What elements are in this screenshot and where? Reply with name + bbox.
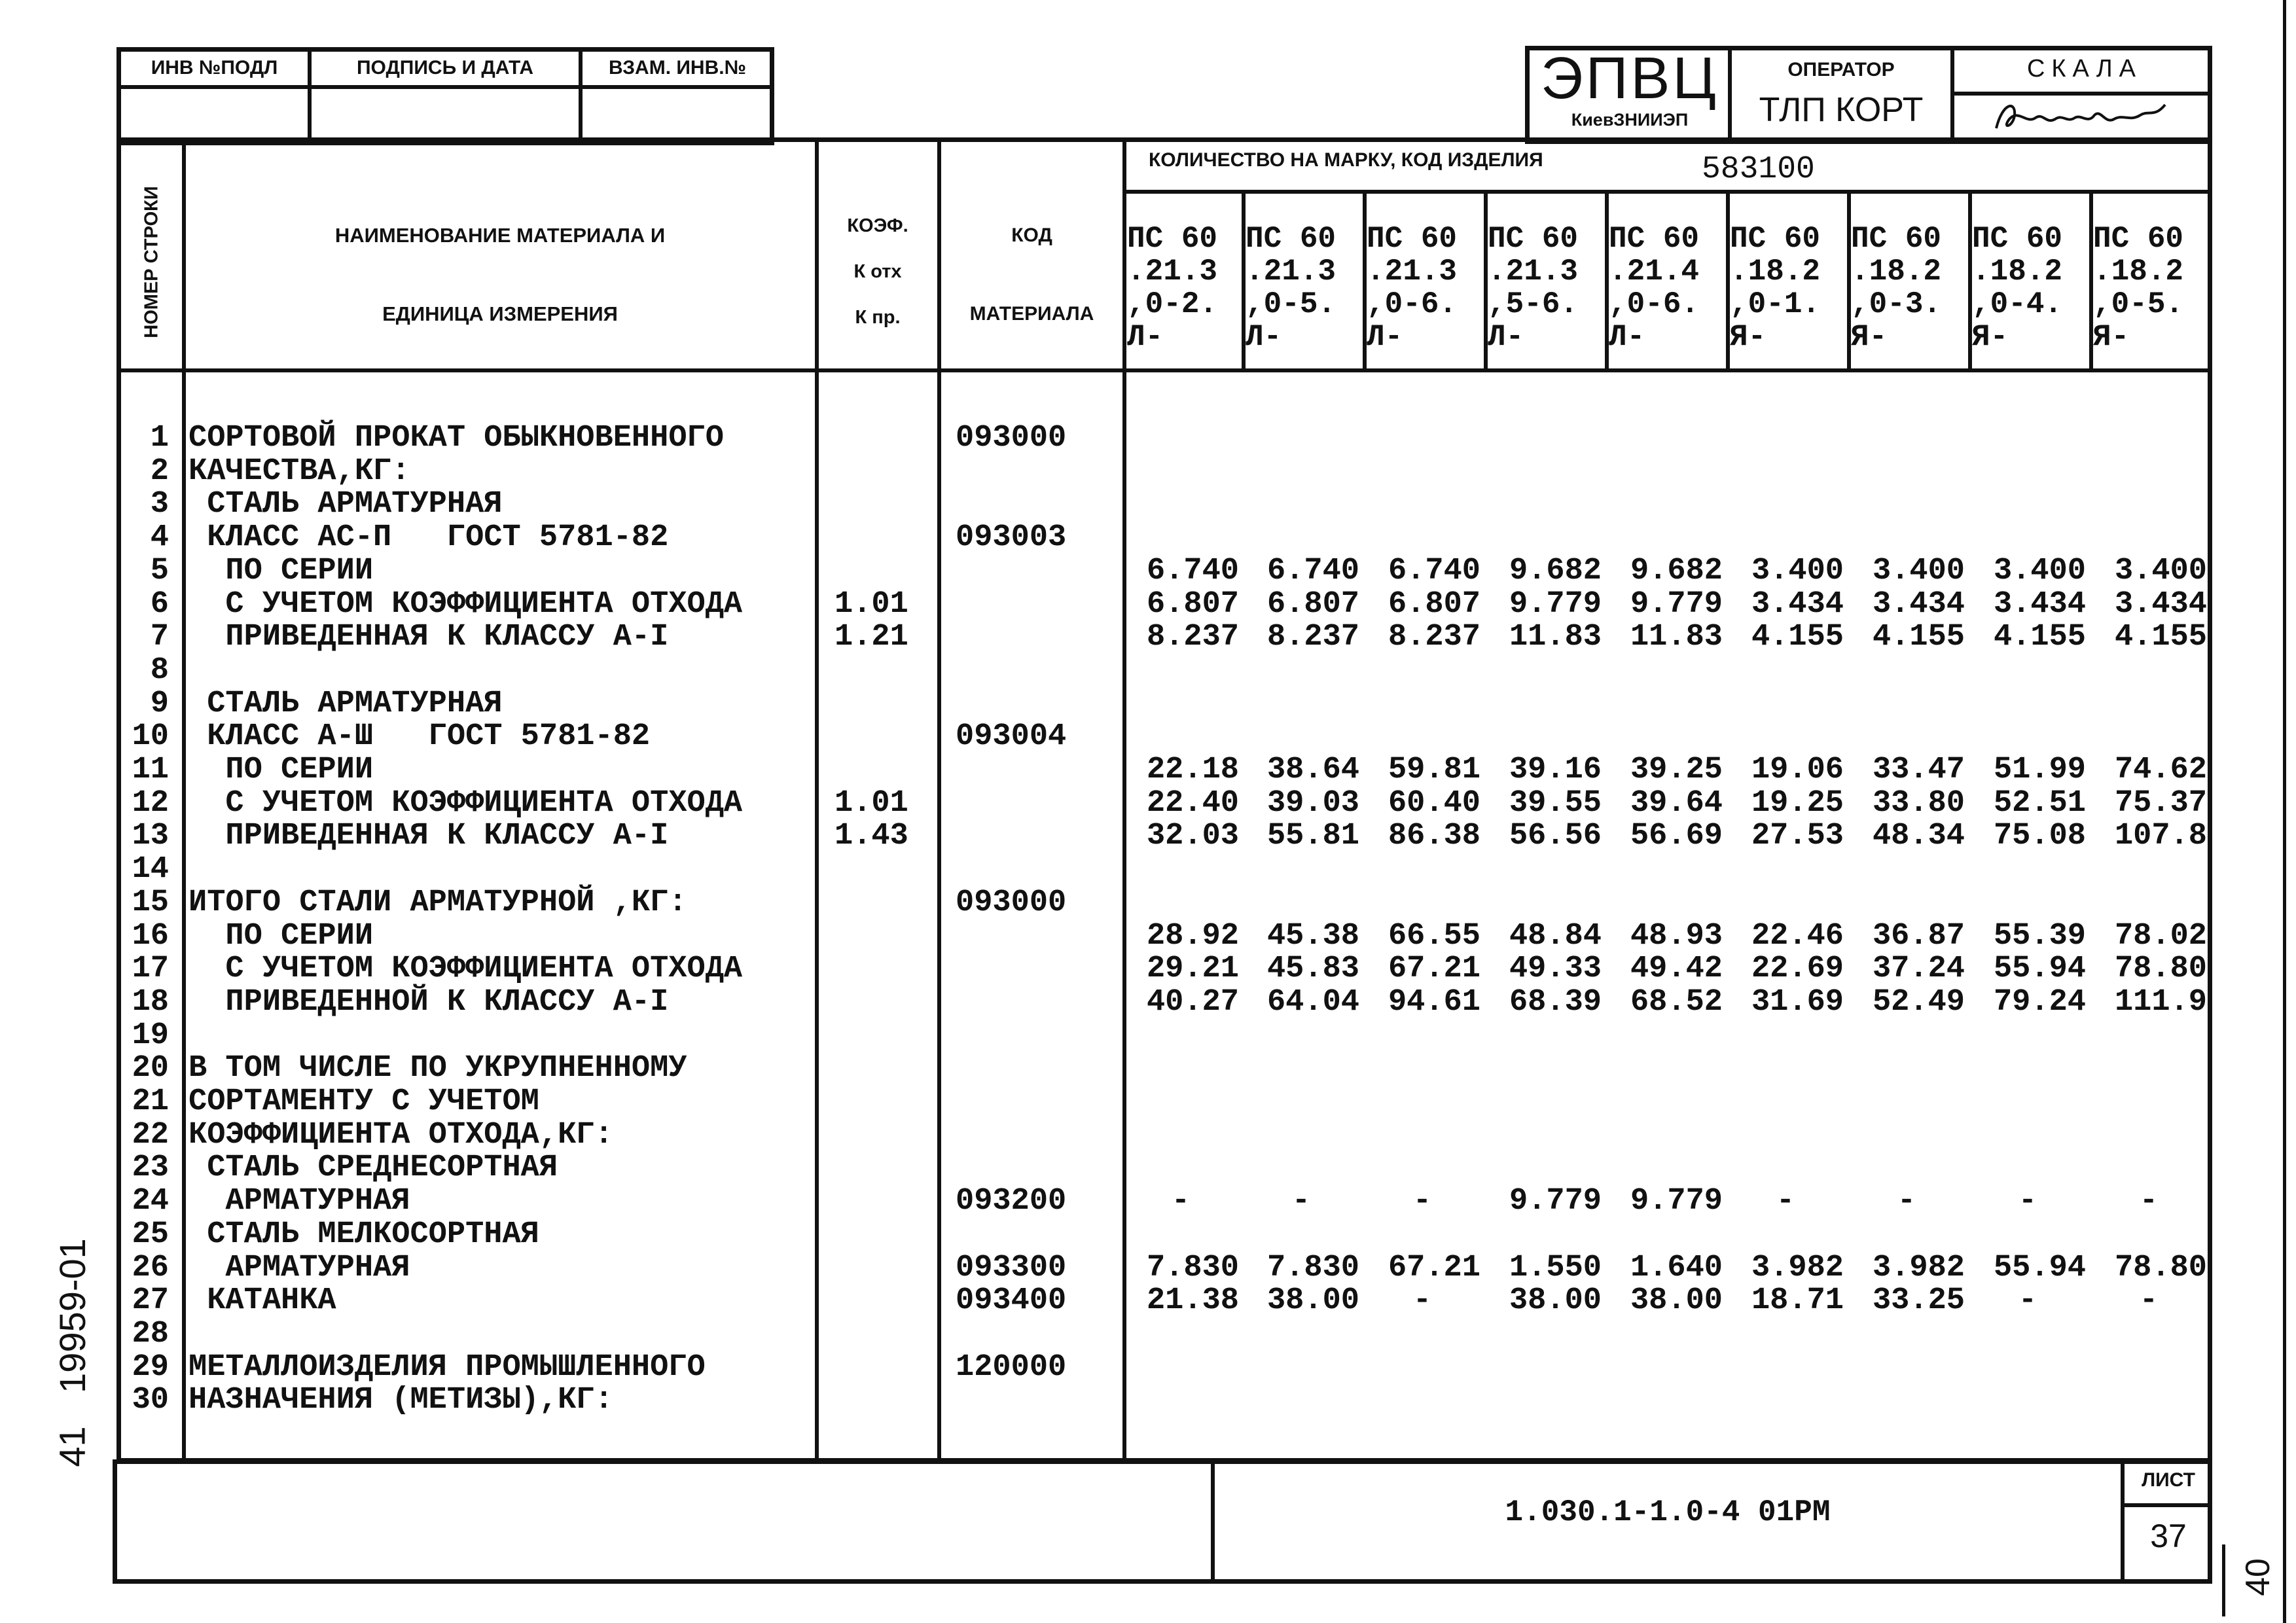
quantity-value: 78.80 [2114,952,2207,986]
product-mark-7 [1851,223,1941,353]
quantity-value: 3.434 [1751,587,1844,622]
row-number: 23 [132,1150,169,1185]
material-code: 093400 [956,1283,1067,1318]
quantity-value: 56.56 [1509,819,1602,853]
code-header-line2: МАТЕРИАЛА [969,303,1094,325]
footer-divider [2121,1503,2212,1507]
quantity-value: 8.237 [1388,620,1480,654]
quantity-value: 48.34 [1872,819,1965,853]
quantity-value: 9.779 [1509,1184,1602,1219]
material-name: СТАЛЬ АРМАТУРНАЯ [188,487,503,522]
row-number: 30 [132,1383,169,1418]
stamp-inv-podl: ИНВ №ПОДЛ [151,57,278,79]
row-number: 10 [132,719,169,754]
material-name: КАЧЕСТВА,КГ: [188,454,410,489]
quantity-value: 3.434 [2114,587,2207,622]
quantity-value: 45.38 [1266,919,1359,954]
quantity-value: 31.69 [1751,985,1844,1020]
quantity-value: 36.87 [1872,919,1965,954]
quantity-value: 11.83 [1630,620,1723,654]
quantity-value: 19.25 [1751,786,1844,821]
quantity-value: 7.830 [1266,1251,1359,1285]
quantity-value: 49.42 [1630,952,1723,986]
quantity-value: 11.83 [1509,620,1602,654]
material-name: КЛАСС АС-П ГОСТ 5781-82 [188,520,669,555]
document-code: 1.030.1-1.0-4 01РМ [1505,1495,1831,1529]
quantity-value: 22.46 [1751,919,1844,954]
quantity-value: 49.33 [1509,952,1602,986]
material-name: СТАЛЬ СРЕДНЕСОРТНАЯ [188,1150,558,1185]
quantity-value: - [1412,1283,1432,1318]
quantity-value: 6.807 [1266,587,1359,622]
product-mark-line: ПС 60 [1488,222,1579,256]
coefficient: 1.43 [834,819,908,853]
sheet-number: 37 [2150,1518,2187,1554]
sheet-label: ЛИСТ [2142,1469,2195,1491]
product-mark-line: ,0-5. [1246,287,1336,321]
quantity-value: 39.64 [1630,786,1723,821]
row-number: 26 [132,1251,169,1285]
qty-label: КОЛИЧЕСТВО НА МАРКУ, КОД ИЗДЕЛИЯ [1149,149,1543,171]
coef-header-line2: К отх [853,261,902,282]
row-number: 28 [132,1317,169,1351]
quantity-value: 59.81 [1388,753,1480,787]
header-bottom-line [117,368,2212,372]
row-number: 1 [150,421,169,455]
product-mark-line: Я- [1851,320,1888,354]
product-mark-line: ,0-3. [1851,287,1942,321]
product-mark-line: ПС 60 [1851,222,1942,256]
quantity-value: 6.807 [1388,587,1480,622]
material-name: ПРИВЕДЕННАЯ К КЛАССУ А-I [188,620,669,654]
material-name: КОЭФФИЦИЕНТА ОТХОДА,КГ: [188,1118,613,1152]
quantity-value: 48.84 [1509,919,1602,954]
product-mark-line: .21.3 [1246,255,1336,289]
product-mark-line: Л- [1609,320,1645,354]
quantity-value: 9.779 [1630,1184,1723,1219]
quantity-value: - [1776,1184,1795,1219]
quantity-value: 29.21 [1146,952,1239,986]
operator-value: ТЛП КОРТ [1759,91,1924,129]
quantity-value: 1.640 [1630,1251,1723,1285]
quantity-value: 75.37 [2114,786,2207,821]
operator-label: ОПЕРАТОР [1787,59,1895,80]
quantity-value: 86.38 [1388,819,1480,853]
material-name: ПО СЕРИИ [188,919,374,954]
row-number: 12 [132,786,169,821]
quantity-value: 9.682 [1509,554,1602,588]
product-mark-line: ,0-6. [1367,287,1458,321]
product-mark-line: ,0-1. [1730,287,1821,321]
material-header-line2: ЕДИНИЦА ИЗМЕРЕНИЯ [382,302,618,325]
row-number: 29 [132,1350,169,1385]
quantity-value: 22.69 [1751,952,1844,986]
quantity-value: 6.740 [1266,554,1359,588]
quantity-value: 40.27 [1146,985,1239,1020]
qty-header-line [1122,190,2212,194]
quantity-value: 39.16 [1509,753,1602,787]
quantity-value: 33.47 [1872,753,1965,787]
quantity-value: 38.64 [1266,753,1359,787]
quantity-value: - [1171,1184,1191,1219]
material-name: СОРТАМЕНТУ С УЧЕТОМ [188,1084,539,1119]
quantity-value: 3.400 [1872,554,1965,588]
product-mark-line: .18.2 [1972,255,2063,289]
quantity-value: 52.49 [1872,985,1965,1020]
product-mark-line: ,5-6. [1488,287,1579,321]
product-mark-2 [1246,223,1336,353]
material-code: 093000 [956,421,1067,455]
coefficient: 1.01 [834,587,908,622]
product-mark-line: ПС 60 [1972,222,2063,256]
product-mark-1 [1127,223,1217,353]
margin-right-number-text: 40 [2239,1558,2277,1596]
margin-left-small [46,1414,98,1479]
material-header [186,196,814,353]
coefficient: 1.21 [834,620,908,654]
material-code: 093300 [956,1251,1067,1285]
material-name: АРМАТУРНАЯ [188,1251,410,1285]
quantity-value: 56.69 [1630,819,1723,853]
material-name: В ТОМ ЧИСЛЕ ПО УКРУПНЕННОМУ [188,1051,687,1086]
quantity-value: 3.982 [1872,1251,1965,1285]
coef-header-line1: КОЭФ. [847,215,908,236]
product-mark-line: ПС 60 [1367,222,1458,256]
quantity-value: 27.53 [1751,819,1844,853]
row-number: 22 [132,1118,169,1152]
material-code: 120000 [956,1350,1067,1385]
material-name: АРМАТУРНАЯ [188,1184,410,1219]
quantity-value: 8.237 [1266,620,1359,654]
quantity-value: 107.8 [2114,819,2207,853]
code-header-line1: КОД [1011,224,1052,246]
quantity-value: - [2018,1184,2037,1219]
product-mark-3 [1367,223,1457,353]
margin-left-small-text: 41 [51,1425,93,1467]
row-number: 19 [132,1018,169,1053]
material-name: КАТАНКА [188,1283,336,1318]
quantity-value: 38.00 [1266,1283,1359,1318]
stamp-vzam-inv: ВЗАМ. ИНВ.№ [608,57,747,79]
row-number: 20 [132,1051,169,1086]
row-number: 15 [132,885,169,920]
quantity-value: 94.61 [1388,985,1480,1020]
row-number: 24 [132,1184,169,1219]
quantity-value: 4.155 [1872,620,1965,654]
quantity-value: 4.155 [2114,620,2207,654]
quantity-value: 45.83 [1266,952,1359,986]
material-name: СОРТОВОЙ ПРОКАТ ОБЫКНОВЕННОГО [188,421,724,455]
quantity-value: 78.80 [2114,1251,2207,1285]
product-mark-4 [1488,223,1578,353]
stamp-sign-date: ПОДПИСЬ И ДАТА [356,57,534,79]
quantity-value: 8.237 [1146,620,1239,654]
row-number-header [113,164,191,360]
row-number: 17 [132,952,169,986]
material-name: КЛАСС А-Ш ГОСТ 5781-82 [188,719,651,754]
material-code: 093000 [956,885,1067,920]
quantity-value: 64.04 [1266,985,1359,1020]
margin-left-number-text: 19959-01 [51,1238,93,1393]
quantity-value: 55.39 [1993,919,2086,954]
quantity-value: 55.94 [1993,1251,2086,1285]
quantity-value: 32.03 [1146,819,1239,853]
product-mark-9 [2093,223,2183,353]
skala-label: СКАЛА [2026,55,2143,82]
row-number: 21 [132,1084,169,1119]
row-number: 27 [132,1283,169,1318]
quantity-value: 3.434 [1993,587,2086,622]
quantity-value: 78.02 [2114,919,2207,954]
row-number: 2 [150,454,169,489]
quantity-value: 52.51 [1993,786,2086,821]
product-mark-line: Л- [1367,320,1403,354]
row-number: 16 [132,919,169,954]
quantity-value: 38.00 [1630,1283,1723,1318]
quantity-value: 74.62 [2114,753,2207,787]
quantity-value: - [1291,1184,1311,1219]
quantity-value: 21.38 [1146,1283,1239,1318]
material-name: СТАЛЬ МЕЛКОСОРТНАЯ [188,1217,539,1252]
quantity-value: 6.807 [1146,587,1239,622]
org-sub: КиевЗНИИЭП [1571,110,1689,130]
quantity-value: 6.740 [1388,554,1480,588]
quantity-value: 39.03 [1266,786,1359,821]
quantity-value: 3.434 [1872,587,1965,622]
quantity-value: 79.24 [1993,985,2086,1020]
quantity-value: 18.71 [1751,1283,1844,1318]
product-mark-5 [1609,223,1699,353]
org-main: ЭПВЦ [1541,46,1719,111]
product-mark-line: .21.3 [1367,255,1458,289]
quantity-value: 39.25 [1630,753,1723,787]
material-name: С УЧЕТОМ КОЭФФИЦИЕНТА ОТХОДА [188,952,743,986]
product-mark-line: ,0-6. [1609,287,1700,321]
quantity-value: 3.400 [2114,554,2207,588]
product-mark-line: Л- [1488,320,1524,354]
product-mark-line: .18.2 [1851,255,1942,289]
material-name: ПРИВЕДЕННОЙ К КЛАССУ А-I [188,985,669,1020]
quantity-value: - [1897,1184,1916,1219]
row-number: 13 [132,819,169,853]
product-mark-6 [1730,223,1820,353]
row-number-header-text: НОМЕР СТРОКИ [141,185,162,338]
product-mark-line: ,0-2. [1127,287,1218,321]
quantity-value: - [1412,1184,1432,1219]
coef-header-line3: К пр. [855,307,901,328]
row-number: 14 [132,852,169,887]
quantity-value: 9.682 [1630,554,1723,588]
row-number: 7 [150,620,169,654]
quantity-value: 3.400 [1751,554,1844,588]
row-number: 25 [132,1217,169,1252]
product-mark-line: .18.2 [2093,255,2184,289]
quantity-value: 7.830 [1146,1251,1239,1285]
material-name: С УЧЕТОМ КОЭФФИЦИЕНТА ОТХОДА [188,786,743,821]
quantity-value: 55.94 [1993,952,2086,986]
quantity-value: 67.21 [1388,1251,1480,1285]
material-name: ПО СЕРИИ [188,753,374,787]
margin-right-line [2222,1544,2225,1616]
material-header-line1: НАИМЕНОВАНИЕ МАТЕРИАЛА И [334,224,666,247]
quantity-value: - [2139,1283,2159,1318]
margin-right-number [2229,1538,2287,1616]
code-header [941,196,1122,353]
quantity-value: 22.18 [1146,753,1239,787]
product-code: 583100 [1702,152,1815,187]
quantity-value: 39.55 [1509,786,1602,821]
quantity-value: 68.52 [1630,985,1723,1020]
quantity-value: 22.40 [1146,786,1239,821]
row-number: 5 [150,554,169,588]
material-name: ПО СЕРИИ [188,554,374,588]
quantity-value: - [2139,1184,2159,1219]
product-mark-line: .18.2 [1730,255,1821,289]
row-number: 18 [132,985,169,1020]
row-number: 9 [150,687,169,721]
material-name: МЕТАЛЛОИЗДЕЛИЯ ПРОМЫШЛЕННОГО [188,1350,706,1385]
quantity-value: 28.92 [1146,919,1239,954]
material-name: НАЗНАЧЕНИЯ (МЕТИЗЫ),КГ: [188,1383,613,1418]
product-mark-8 [1972,223,2062,353]
product-mark-line: ПС 60 [1246,222,1336,256]
material-code: 093003 [956,520,1067,555]
quantity-value: - [2018,1283,2037,1318]
row-number: 6 [150,587,169,622]
quantity-value: 6.740 [1146,554,1239,588]
quantity-value: 19.06 [1751,753,1844,787]
material-code: 093200 [956,1184,1067,1219]
product-mark-line: Л- [1127,320,1164,354]
row-number: 8 [150,653,169,688]
product-mark-line: ПС 60 [1127,222,1218,256]
material-name: СТАЛЬ АРМАТУРНАЯ [188,687,503,721]
quantity-value: 33.25 [1872,1283,1965,1318]
margin-left-number [39,1178,105,1453]
product-mark-line: .21.4 [1609,255,1700,289]
row-number: 11 [132,753,169,787]
quantity-value: 111.9 [2114,985,2207,1020]
product-mark-line: Л- [1246,320,1282,354]
row-number: 4 [150,520,169,555]
material-code: 093004 [956,719,1067,754]
product-mark-line: ПС 60 [1609,222,1700,256]
quantity-value: 75.08 [1993,819,2086,853]
quantity-value: 4.155 [1751,620,1844,654]
coefficient: 1.01 [834,786,908,821]
quantity-value: 48.93 [1630,919,1723,954]
product-mark-line: ПС 60 [2093,222,2184,256]
quantity-value: 9.779 [1509,587,1602,622]
quantity-value: 1.550 [1509,1251,1602,1285]
quantity-value: 37.24 [1872,952,1965,986]
product-mark-line: ,0-5. [2093,287,2184,321]
quantity-value: 9.779 [1630,587,1723,622]
row-number: 3 [150,487,169,522]
product-mark-line: Я- [2093,320,2130,354]
product-mark-line: Я- [1730,320,1767,354]
product-mark-line: Я- [1972,320,2009,354]
quantity-value: 33.80 [1872,786,1965,821]
coef-header [819,203,937,340]
quantity-value: 60.40 [1388,786,1480,821]
quantity-value: 3.400 [1993,554,2086,588]
product-mark-line: .21.3 [1127,255,1218,289]
quantity-value: 38.00 [1509,1283,1602,1318]
quantity-value: 67.21 [1388,952,1480,986]
quantity-value: 66.55 [1388,919,1480,954]
quantity-value: 68.39 [1509,985,1602,1020]
product-mark-line: .21.3 [1488,255,1579,289]
material-name: С УЧЕТОМ КОЭФФИЦИЕНТА ОТХОДА [188,587,743,622]
page-edge-line [2283,0,2286,1623]
signature-icon [1990,96,2173,137]
quantity-value: 55.81 [1266,819,1359,853]
quantity-value: 51.99 [1993,753,2086,787]
quantity-value: 4.155 [1993,620,2086,654]
material-name: ПРИВЕДЕННАЯ К КЛАССУ А-I [188,819,669,853]
product-mark-line: ,0-4. [1972,287,2063,321]
product-mark-line: ПС 60 [1730,222,1821,256]
quantity-value: 3.982 [1751,1251,1844,1285]
material-name: ИТОГО СТАЛИ АРМАТУРНОЙ ,КГ: [188,885,687,920]
